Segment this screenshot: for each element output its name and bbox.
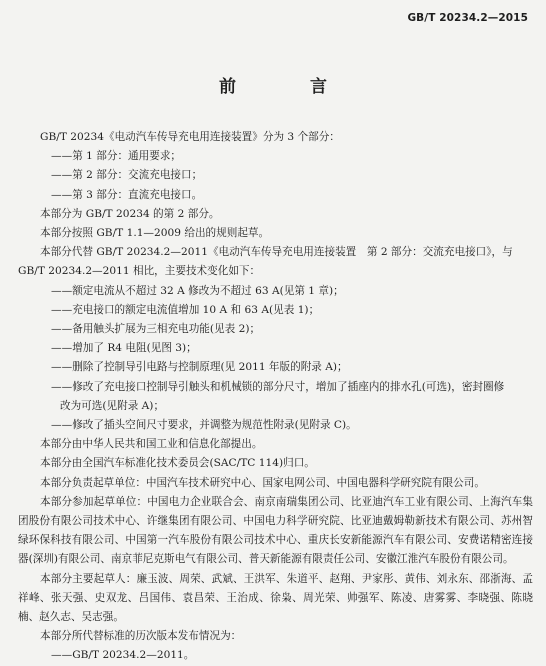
list-item: ——修改了插头空间尺寸要求，并调整为规范性附录(见附录 C)。 [51, 419, 357, 432]
paragraph-line: 本部分为 GB/T 20234 的第 2 部分。 [40, 207, 220, 220]
history-item: ——GB/T 20234.2—2011。 [51, 649, 195, 662]
drafters-paragraph: 本部分主要起草人：廉玉波、周荣、武斌、王洪军、朱道平、赵翔、尹家彤、黄伟、刘永东、邵浙海、孟祥峰、张天强、史双龙、吕国伟、袁昌荣、王治成、徐枭、周光荣、帅强军、陈凌、唐雾雾、李晓强、陈晓楠、赵久志、吴志强。 [18, 572, 533, 624]
list-item-continuation: 改为可选(见附录 A)； [60, 399, 165, 412]
paragraph-line: 本部分代替 GB/T 20234.2—2011《电动汽车传导充电用连接装置 第 2 部分：交流充电接口》，与 [40, 246, 513, 259]
list-item: ——充电接口的额定电流值增加 10 A 和 63 A(见表 1)； [51, 303, 320, 316]
list-item: ——第 3 部分：直流充电接口。 [51, 188, 203, 201]
paragraph-line: 本部分负责起草单位：中国汽车技术研究中心、国家电网公司、中国电器科学研究院有限公司。 [40, 476, 485, 489]
list-item: ——增加了 R4 电阻(见图 3)； [51, 342, 197, 355]
list-item: ——修改了充电接口控制导引触头和机械锁的部分尺寸，增加了插座内的排水孔(可选)，密封圈修 [51, 380, 505, 393]
page-title: 前 言 [219, 77, 361, 97]
list-item: ——删除了控制导引电路与控制原理(见 2011 年版的附录 A)； [51, 361, 348, 374]
history-intro: 本部分所代替标准的历次版本发布情况为： [40, 630, 242, 643]
list-item: ——额定电流从不超过 32 A 修改为不超过 63 A(见第 1 章)； [51, 284, 344, 297]
standard-code: GB/T 20234.2—2015 [407, 12, 528, 24]
list-item: ——备用触头扩展为三相充电功能(见表 2)； [51, 323, 261, 336]
paragraph-line: GB/T 20234.2—2011 相比，主要技术变化如下： [18, 265, 261, 278]
line-intro: GB/T 20234《电动汽车传导充电用连接装置》分为 3 个部分： [40, 131, 340, 143]
participants-paragraph: 本部分参加起草单位：中国电力企业联合会、南京南瑞集团公司、比亚迪汽车工业有限公司、上海汽车集团股份有限公司技术中心、许继集团有限公司、中国电力科学研究院、比亚迪戴姆勒新技术有限公司、苏州智绿环保科技有限公司、中国第一汽车股份有限公司技术中心、重庆长安新能源汽车有限公司、安费诺精密连接器(深圳)有限公司、南京菲尼克斯电气有限公司、普天新能源有限责任公司、安徽江淮汽车股份有限公司。 [18, 495, 533, 566]
document-body [18, 128, 533, 666]
list-item: ——第 1 部分：通用要求； [51, 150, 182, 163]
paragraph-line: 本部分按照 GB/T 1.1—2009 给出的规则起草。 [40, 227, 270, 240]
paragraph-line: 本部分由全国汽车标准化技术委员会(SAC/TC 114)归口。 [40, 457, 315, 470]
paragraph-line: 本部分由中华人民共和国工业和信息化部提出。 [40, 438, 263, 451]
list-item: ——第 2 部分：交流充电接口； [51, 169, 203, 182]
